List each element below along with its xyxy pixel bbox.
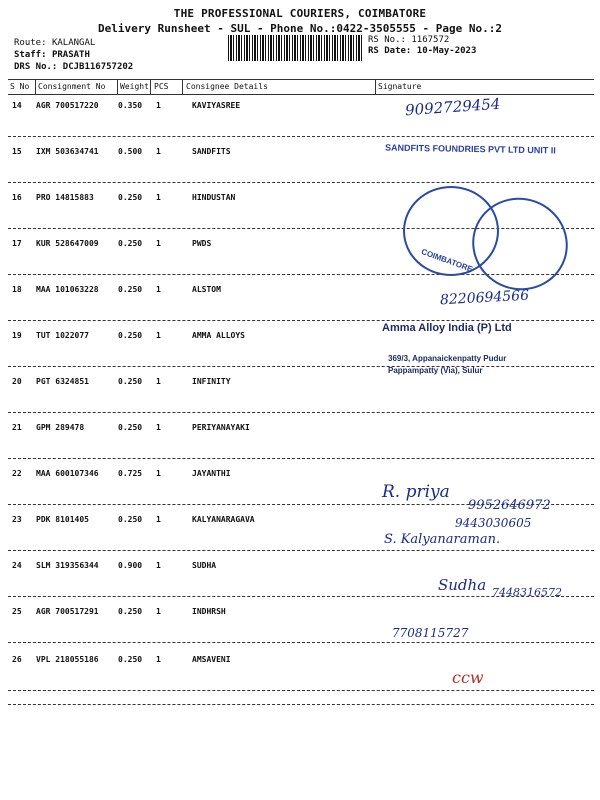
row-consignee: KAVIYASREE	[192, 101, 241, 110]
row-consignee: PERIYANAYAKI	[192, 423, 250, 432]
row-consignment: TUT 1022077	[36, 331, 89, 340]
row-consignment: KUR 528647009	[36, 239, 99, 248]
signature-26: ccw	[452, 668, 484, 687]
row-divider	[8, 136, 594, 137]
drs-line	[14, 62, 133, 72]
signature-24-name: Sudha	[438, 576, 487, 594]
row-consignment: MAA 101063228	[36, 285, 99, 294]
row-consignee: JAYANTHI	[192, 469, 231, 478]
row-pcs: 1	[156, 561, 161, 570]
column-header-row	[8, 80, 594, 94]
col-divider	[117, 80, 118, 94]
row-consignment: PRO 14815883	[36, 193, 94, 202]
row-sno: 21	[12, 423, 22, 432]
amma-stamp-name: Amma Alloy India (P) Ltd	[382, 322, 512, 334]
row-consignment: AGR 700517220	[36, 101, 99, 110]
col-pcs: PCS	[154, 82, 169, 91]
signature-22-number: 9952646972	[468, 498, 551, 513]
row-pcs: 1	[156, 331, 161, 340]
signature-14: 9092729454	[404, 94, 501, 120]
row-consignee: PWDS	[192, 239, 212, 248]
row-consignee: KALYANARAGAVA	[192, 515, 255, 524]
document-subtitle: Delivery Runsheet - SUL - Phone No.:0422-3505555 - Page No.:2	[98, 22, 502, 35]
row-sno: 17	[12, 239, 22, 248]
signature-25-number: 7708115727	[392, 626, 469, 640]
signature-22-name: R. priya	[382, 482, 450, 502]
row-consignee: SUDHA	[192, 561, 217, 570]
row-pcs: 1	[156, 515, 161, 524]
row-divider	[8, 550, 594, 551]
row-sno: 20	[12, 377, 22, 386]
row-consignment: MAA 600107346	[36, 469, 99, 478]
row-weight: 0.250	[118, 515, 143, 524]
col-consignment: Consignment No	[38, 82, 106, 91]
row-consignee: AMMA ALLOYS	[192, 331, 245, 340]
row-pcs: 1	[156, 239, 161, 248]
rs-date-value: 10-May-2023	[416, 46, 477, 56]
row-sno: 19	[12, 331, 22, 340]
header-bottom-rule	[8, 94, 594, 95]
col-signature: Signature	[378, 82, 422, 91]
row-weight: 0.900	[118, 561, 143, 570]
row-pcs: 1	[156, 101, 161, 110]
rs-no-label: RS No.:	[368, 35, 406, 45]
row-pcs: 1	[156, 193, 161, 202]
staff-line	[14, 50, 90, 60]
drs-label: DRS No.:	[14, 62, 58, 72]
signature-23-number: 9443030605	[455, 516, 532, 530]
row-consignee: ALSTOM	[192, 285, 221, 294]
row-divider	[8, 366, 594, 367]
col-divider	[375, 80, 376, 94]
row-weight: 0.250	[118, 285, 143, 294]
row-sno: 24	[12, 561, 22, 570]
route-label: Route:	[14, 38, 47, 48]
staff-value: PRASATH	[51, 50, 90, 60]
route-line	[14, 38, 95, 48]
document-title: THE PROFESSIONAL COURIERS, COIMBATORE	[173, 7, 427, 20]
row-weight: 0.250	[118, 655, 143, 664]
staff-label: Staff:	[14, 50, 47, 60]
sandfits-stamp: SANDFITS FOUNDRIES PVT LTD UNIT II	[384, 142, 556, 156]
row-pcs: 1	[156, 147, 161, 156]
row-sno: 14	[12, 101, 22, 110]
row-weight: 0.500	[118, 147, 143, 156]
row-sno: 18	[12, 285, 22, 294]
col-weight: Weight	[120, 82, 149, 91]
row-pcs: 1	[156, 607, 161, 616]
row-consignee: AMSAVENI	[192, 655, 231, 664]
row-divider	[8, 458, 594, 459]
row-divider	[8, 320, 594, 321]
row-weight: 0.250	[118, 607, 143, 616]
row-pcs: 1	[156, 423, 161, 432]
row-consignment: PGT 6324851	[36, 377, 89, 386]
row-divider	[8, 182, 594, 183]
col-divider	[150, 80, 151, 94]
row-consignment: AGR 700517291	[36, 607, 99, 616]
rs-date-label: RS Date:	[368, 46, 412, 56]
row-consignment: SLM 319356344	[36, 561, 99, 570]
row-weight: 0.250	[118, 331, 143, 340]
row-consignee: SANDFITS	[192, 147, 231, 156]
row-weight: 0.250	[118, 193, 143, 202]
seal-text: COIMBATORE	[420, 247, 474, 274]
row-weight: 0.350	[118, 101, 143, 110]
row-consignee: INFINITY	[192, 377, 231, 386]
row-divider	[8, 690, 594, 691]
col-divider	[35, 80, 36, 94]
row-sno: 23	[12, 515, 22, 524]
signature-24-number: 7448316572	[492, 586, 562, 599]
row-divider	[8, 642, 594, 643]
rs-no-line	[368, 35, 449, 45]
row-consignee: INDHRSH	[192, 607, 226, 616]
signature-18: 8220694566	[439, 287, 530, 309]
signature-23-name: S. Kalyanaraman.	[384, 532, 501, 547]
rs-no-value: 1167572	[411, 35, 450, 45]
row-pcs: 1	[156, 469, 161, 478]
row-sno: 16	[12, 193, 22, 202]
row-divider	[8, 412, 594, 413]
row-weight: 0.250	[118, 423, 143, 432]
row-consignment: PDK 8101405	[36, 515, 89, 524]
route-value: KALANGAL	[51, 38, 96, 48]
row-sno: 25	[12, 607, 22, 616]
col-consignee: Consignee Details	[186, 82, 268, 91]
row-consignment: VPL 218055186	[36, 655, 99, 664]
row-weight: 0.725	[118, 469, 143, 478]
barcode	[228, 35, 363, 61]
row-consignment: IXM 503634741	[36, 147, 99, 156]
row-consignment: GPM 289478	[36, 423, 85, 432]
row-consignee: HINDUSTAN	[192, 193, 236, 202]
amma-stamp-address-2: Pappampatty (Via), Sulur	[388, 366, 483, 375]
row-pcs: 1	[156, 377, 161, 386]
col-divider	[182, 80, 183, 94]
row-sno: 26	[12, 655, 22, 664]
row-weight: 0.250	[118, 239, 143, 248]
col-sno: S No	[10, 82, 30, 91]
row-pcs: 1	[156, 655, 161, 664]
row-divider	[8, 704, 594, 705]
row-sno: 15	[12, 147, 22, 156]
row-weight: 0.250	[118, 377, 143, 386]
row-sno: 22	[12, 469, 22, 478]
rs-date-line	[368, 46, 476, 56]
row-pcs: 1	[156, 285, 161, 294]
amma-stamp-address-1: 369/3, Appanaickenpatty Pudur	[388, 354, 507, 363]
drs-value: DCJB116757202	[62, 62, 134, 72]
